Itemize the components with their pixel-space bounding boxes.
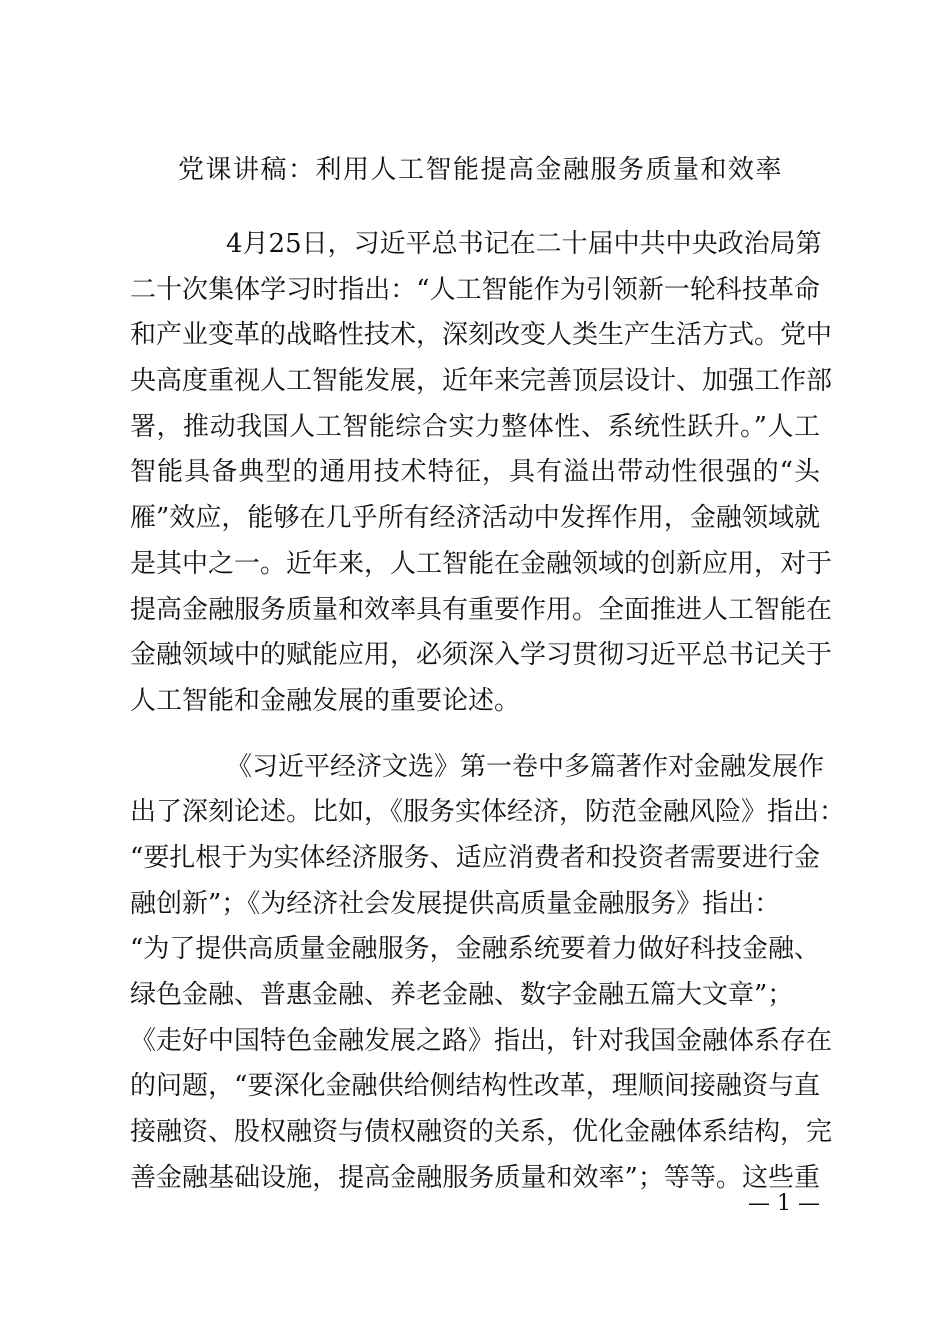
text-line: 《走好中国特色金融发展之路》指出，针对我国金融体系存在 <box>130 1025 833 1056</box>
text-line: 金融领域中的赋能应用，必须深入学习贯彻习近平总书记关于 <box>130 640 833 671</box>
text-line: 接融资、股权融资与债权融资的关系，优化金融体系结构，完 <box>130 1117 833 1148</box>
text-line: 《习近平经济文选》第一卷中多篇著作对金融发展作 <box>226 751 825 782</box>
text-line: 出了深刻论述。比如，《服务实体经济，防范金融风险》指出： <box>130 797 846 828</box>
paragraph <box>130 745 846 1202</box>
paragraph <box>130 222 833 725</box>
text-line: 提高金融服务质量和效率具有重要作用。全面推进人工智能在 <box>130 594 833 625</box>
text-line: 4月25日，习近平总书记在二十届中共中央政治局第 <box>226 229 822 259</box>
text-line: “为了提供高质量金融服务，金融系统要着力做好科技金融、 <box>130 934 820 965</box>
text-line: 的问题，“要深化金融供给侧结构性改革，理顺间接融资与直 <box>130 1071 820 1102</box>
text-line: “要扎根于为实体经济服务、适应消费者和投资者需要进行金 <box>130 842 820 873</box>
page-number: — 1 — <box>748 1191 820 1216</box>
text-line: 智能具备典型的通用技术特征，具有溢出带动性很强的“头 <box>130 457 820 488</box>
text-line: 绿色金融、普惠金融、养老金融、数字金融五篇大文章”； <box>130 980 794 1010</box>
text-line: 人工智能和金融发展的重要论述。 <box>130 685 521 716</box>
text-line: 雁”效应，能够在几乎所有经济活动中发挥作用，金融领域就 <box>130 503 820 534</box>
document-body <box>130 222 846 1201</box>
document-title: 党课讲稿：利用人工智能提高金融服务质量和效率 <box>178 155 784 185</box>
text-line: 是其中之一。近年来，人工智能在金融领域的创新应用，对于 <box>130 548 833 579</box>
text-line: 署，推动我国人工智能综合实力整体性、系统性跃升。”人工 <box>130 411 820 442</box>
text-line: 二十次集体学习时指出：“人工智能作为引领新一轮科技革命 <box>130 274 820 305</box>
text-line: 融创新”；《为经济社会发展提供高质量金融服务》指出： <box>130 888 781 919</box>
text-line: 善金融基础设施，提高金融服务质量和效率”；等等。这些重 <box>130 1162 820 1193</box>
text-line: 央高度重视人工智能发展，近年来完善顶层设计、加强工作部 <box>130 366 833 397</box>
text-line: 和产业变革的战略性技术，深刻改变人类生产生活方式。党中 <box>130 320 833 351</box>
